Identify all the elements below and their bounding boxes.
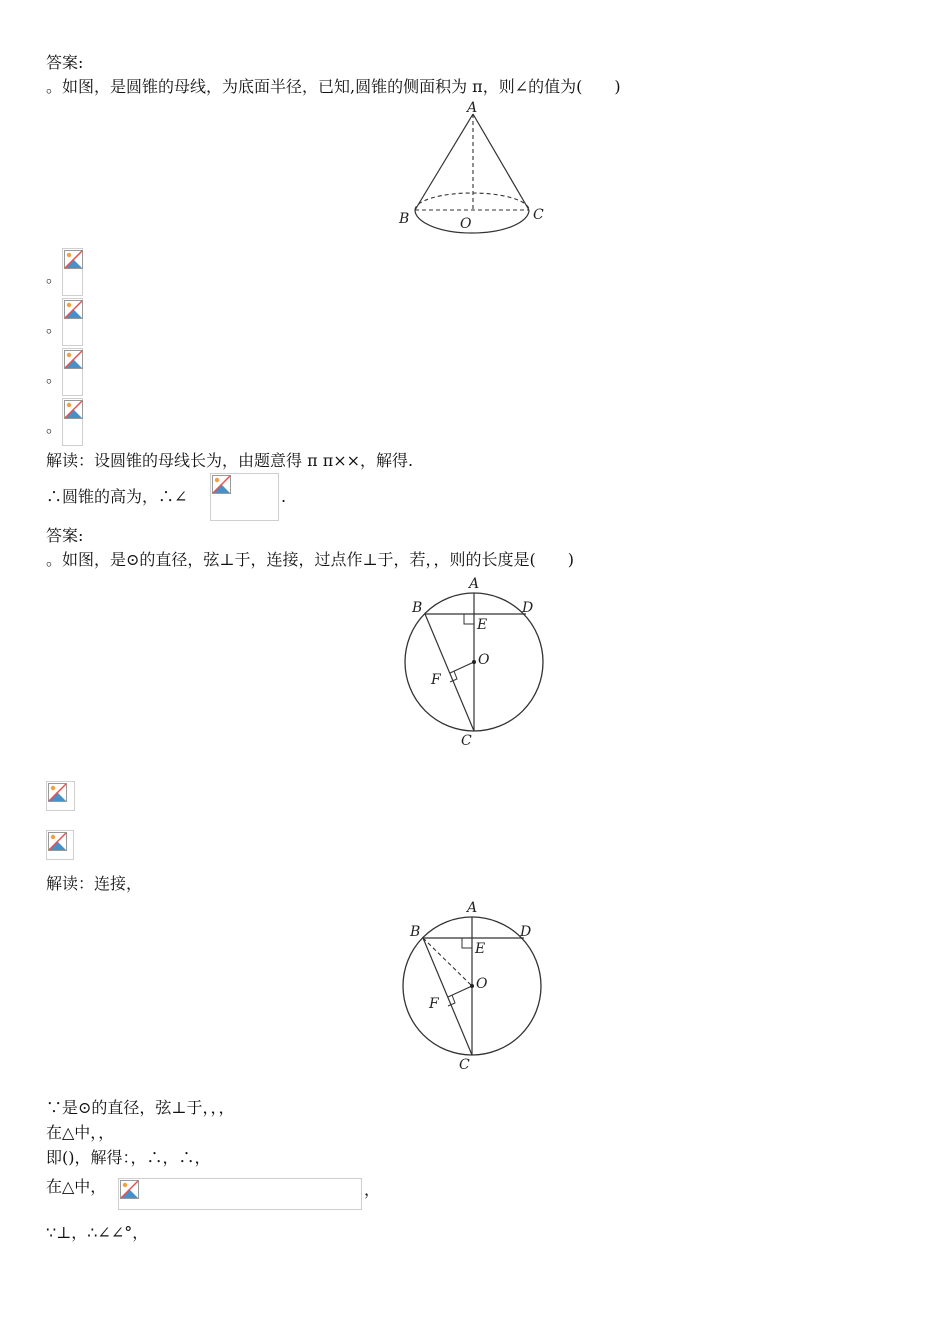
solution-2-step-1: ∵是⊙的直径，弦⊥于，，，: [46, 1098, 235, 1117]
label-A: A: [467, 100, 478, 116]
question-2-text: 。如图，是⊙的直径，弦⊥于，连接，过点作⊥于，若，，则的长度是( ): [46, 550, 574, 569]
answer-label-2: 答案:: [46, 526, 84, 545]
center-point: [472, 660, 476, 664]
formula-image-2: [118, 1178, 362, 1210]
solution-2-step-4-prefix: 在△中，: [46, 1177, 107, 1196]
cone-base-front: [415, 210, 529, 233]
solution-2-step-2: 在△中，，: [46, 1123, 115, 1142]
option-d-image: [62, 398, 83, 446]
label-B: B: [399, 211, 410, 227]
label-O: O: [460, 216, 472, 232]
broken-image-icon: [48, 832, 67, 851]
label-C: C: [459, 1057, 470, 1073]
solution-1-line-2: ∴圆锥的高为，∴∠: [46, 487, 188, 506]
label-O: O: [476, 976, 488, 992]
solution-2-intro: 解读：连接，: [46, 874, 143, 893]
label-A: A: [467, 900, 478, 916]
label-E: E: [475, 941, 486, 957]
option-b-image: [62, 298, 83, 346]
option-image-2: [46, 830, 74, 860]
label-C: C: [461, 733, 472, 749]
option-b-prefix: 。: [46, 317, 63, 336]
label-D: D: [520, 924, 532, 940]
label-B: B: [410, 924, 421, 940]
question-1-text: 。如图，是圆锥的母线，为底面半径，已知,圆锥的侧面积为 π，则∠的值为( ): [46, 77, 621, 96]
answer-label-1: 答案:: [46, 53, 84, 72]
label-A: A: [469, 576, 480, 592]
option-a-prefix: 。: [46, 267, 63, 286]
broken-image-icon: [212, 475, 231, 494]
solution-2-step-4-suffix: ，: [364, 1180, 381, 1199]
right-angle-e: [462, 938, 472, 948]
circle-figure-1: [395, 572, 555, 752]
option-a-image: [62, 248, 83, 296]
label-O: O: [478, 652, 490, 668]
label-F: F: [431, 672, 441, 688]
broken-image-icon: [64, 350, 83, 369]
solution-1-line-1: 解读：设圆锥的母线长为，由题意得 π π××，解得.: [46, 451, 414, 470]
formula-image-1: [210, 473, 279, 521]
label-E: E: [477, 617, 488, 633]
broken-image-icon: [120, 1180, 139, 1199]
cone-generatrix-ab: [415, 114, 473, 210]
broken-image-icon: [64, 250, 83, 269]
label-C: C: [533, 207, 544, 223]
center-point: [470, 984, 474, 988]
option-image-1: [46, 781, 75, 811]
solution-1-period: .: [281, 487, 287, 506]
segment-bo-dashed: [423, 938, 472, 986]
broken-image-icon: [64, 400, 83, 419]
cone-base-back: [415, 193, 529, 210]
option-d-prefix: 。: [46, 417, 63, 436]
label-B: B: [412, 600, 423, 616]
option-c-image: [62, 348, 83, 396]
right-angle-e: [464, 614, 474, 624]
label-F: F: [429, 996, 439, 1012]
label-D: D: [522, 600, 534, 616]
broken-image-icon: [64, 300, 83, 319]
option-c-prefix: 。: [46, 367, 63, 386]
broken-image-icon: [48, 783, 67, 802]
solution-2-step-5: ∵⊥，∴∠∠°，: [46, 1223, 149, 1242]
solution-2-step-3: 即()，解得：，∴，∴，: [46, 1148, 211, 1167]
cone-figure: [390, 100, 560, 240]
circle-figure-2: [393, 896, 553, 1076]
